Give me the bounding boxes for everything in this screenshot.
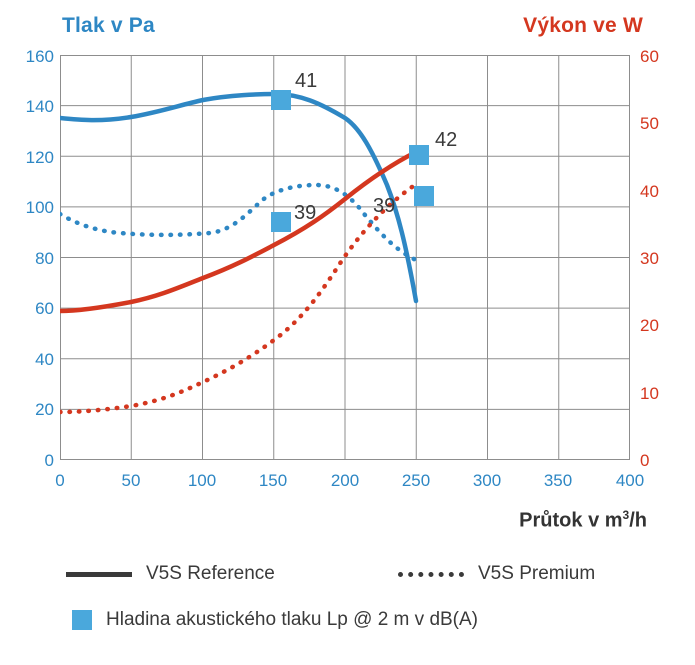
x-axis-title-sup: 3 [622, 508, 630, 522]
left-tick-40: 40 [35, 350, 54, 369]
right-tick-50: 50 [640, 114, 659, 133]
x-tick-200: 200 [330, 471, 360, 490]
right-axis-title: Výkon ve W [523, 14, 643, 37]
legend-item-noise [72, 609, 478, 631]
solid-line-icon [66, 572, 132, 577]
noise-marker-label-41: 41 [295, 70, 318, 92]
legend-item-reference [66, 563, 275, 585]
legend-row-2 [0, 595, 695, 635]
legend-label-premium: V5S Premium [478, 563, 596, 584]
legend-item-premium [398, 563, 595, 585]
left-tick-0: 0 [44, 451, 54, 470]
right-tick-20: 20 [640, 316, 659, 335]
left-tick-100: 100 [25, 198, 54, 217]
right-tick-30: 30 [640, 249, 659, 268]
series-v5s-premium-pressure [60, 185, 416, 260]
legend-label-noise: Hladina akustického tlaku Lp @ 2 m v dB(A) [106, 609, 479, 630]
x-axis-title [519, 508, 647, 533]
right-tick-10: 10 [640, 384, 659, 403]
left-tick-60: 60 [35, 299, 54, 318]
legend-label-reference: V5S Reference [146, 563, 275, 584]
right-tick-60: 60 [640, 47, 659, 66]
x-tick-100: 100 [187, 471, 217, 490]
series-v5s-premium-power [60, 187, 412, 412]
noise-marker-39-left [271, 212, 291, 232]
x-axis-title-suffix: /h [629, 509, 647, 532]
x-tick-150: 150 [258, 471, 288, 490]
chart-legend [0, 555, 695, 635]
noise-marker-label-39-right: 39 [373, 195, 396, 217]
left-tick-120: 120 [25, 148, 54, 167]
noise-marker-41 [271, 90, 291, 110]
left-tick-20: 20 [35, 400, 54, 419]
noise-marker-39-right [414, 186, 434, 206]
x-tick-300: 300 [472, 471, 502, 490]
plot-area [60, 55, 630, 460]
x-tick-350: 350 [543, 471, 573, 490]
dotted-line-icon [398, 572, 464, 577]
right-tick-0: 0 [640, 451, 650, 470]
plot-svg [60, 55, 630, 460]
noise-marker-label-42: 42 [435, 129, 458, 151]
series-v5s-reference-pressure [60, 94, 416, 301]
x-tick-0: 0 [55, 471, 65, 490]
right-tick-40: 40 [640, 182, 659, 201]
square-marker-icon [72, 610, 92, 630]
x-tick-400: 400 [615, 471, 645, 490]
left-axis-title: Tlak v Pa [62, 14, 155, 37]
x-tick-50: 50 [121, 471, 141, 490]
x-axis-title-prefix: Průtok v m [519, 509, 623, 532]
noise-marker-42 [409, 145, 429, 165]
legend-row-1 [0, 555, 695, 595]
noise-marker-label-39-left: 39 [294, 202, 317, 224]
left-tick-80: 80 [35, 249, 54, 268]
left-tick-160: 160 [25, 47, 54, 66]
left-tick-140: 140 [25, 97, 54, 116]
x-tick-250: 250 [401, 471, 431, 490]
